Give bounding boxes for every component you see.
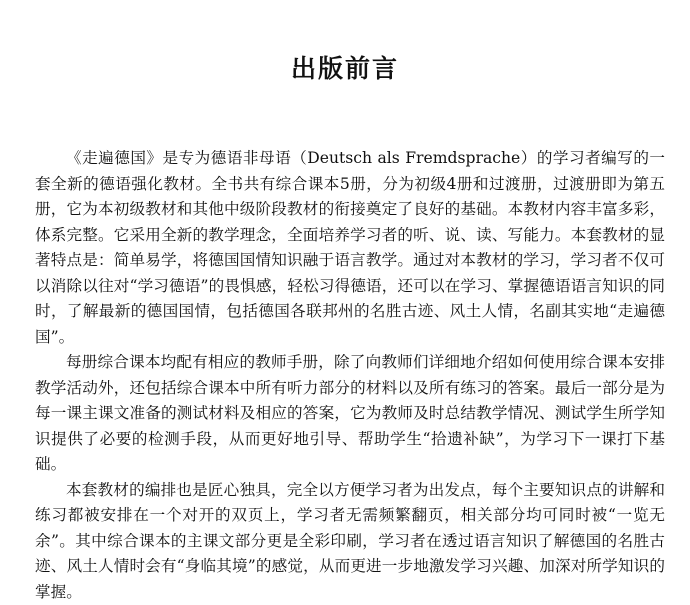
paragraph-1: 《走遍德国》是专为德语非母语（Deutsch als Fremdsprache）的学习者编写的一套全新的德语强化教材。全书共有综合课本5册，分为初级4册和过渡册，过渡册即为第五册，它为本初级教材和其他中级阶段教材的衔接奠定了良好的基础。本教材内容丰富多彩，体系完整。它采用全新的教学理念，全面培养学习者的听、说、读、写能力。本套教材的显著特点是：简单易学，将德国国情知识融于语言教学。通过对本教材的学习，学习者不仅可以消除以往对“学习德语”的畏惧感，轻松习得德语，还可以在学习、掌握德语语言知识的同时，了解最新的德国国情，包括德国各联邦州的名胜古迹、风土人情，名副其实地“走遍德国”。 bbox=[35, 146, 665, 350]
page-title: 出版前言 bbox=[0, 52, 690, 86]
document-body bbox=[35, 146, 665, 605]
paragraph-3: 本套教材的编排也是匠心独具，完全以方便学习者为出发点，每个主要知识点的讲解和练习都被安排在一个对开的双页上，学习者无需频繁翻页，相关部分均可同时被“一览无余”。其中综合课本的主课文部分更是全彩印刷，学习者在透过语言知识了解德国的名胜古迹、风土人情时会有“身临其境”的感觉，从而更进一步地激发学习兴趣、加深对所学知识的掌握。 bbox=[35, 478, 665, 605]
paragraph-2: 每册综合课本均配有相应的教师手册，除了向教师们详细地介绍如何使用综合课本安排教学活动外，还包括综合课本中所有听力部分的材料以及所有练习的答案。最后一部分是为每一课主课文准备的测试材料及相应的答案，它为教师及时总结教学情况、测试学生所学知识提供了必要的检测手段，从而更好地引导、帮助学生“拾遗补缺”，为学习下一课打下基础。 bbox=[35, 350, 665, 478]
